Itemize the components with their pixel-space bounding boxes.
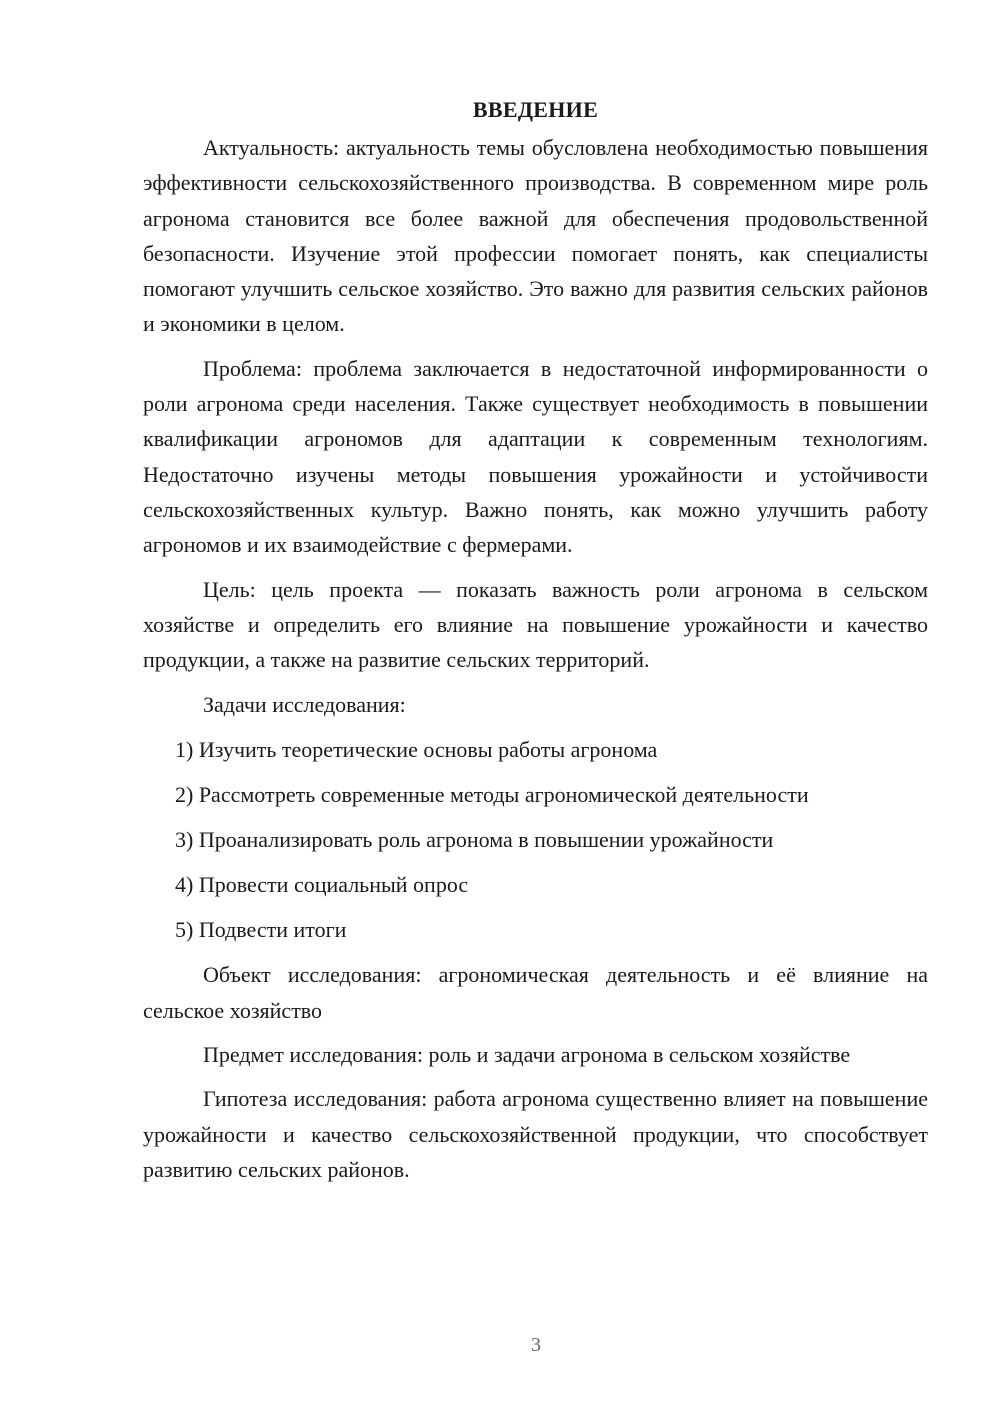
- tasks-heading: Задачи исследования:: [203, 692, 406, 718]
- paragraph-hypothesis: Гипотеза исследования: работа агронома существенно влияет на повышение урожайности и качество сельскохозяйственной продукции, что способствует развитию сельских районов.: [143, 1086, 928, 1182]
- page-number: 3: [531, 1334, 541, 1356]
- paragraph-goal: Цель: цель проекта — показать важность роли агронома в сельском хозяйстве и определить его влияние на повышение урожайности и качество продукции, а также на развитие сельских территорий.: [143, 576, 928, 673]
- document-page: [143, 92, 928, 1196]
- paragraph-problem: Проблема: проблема заключается в недостаточной информированности о роли агронома среди населения. Также существует необходимость в повышении квалификации агрономов для адаптации к современным технологиям. Недостаточно изучены методы повышения урожайности и устойчивости сельскохозяйственных культур. Важно понять, как можно улучшить работу агрономов и их взаимодействие с фермерами.: [143, 355, 928, 558]
- list-item: 5) Подвести итоги: [175, 917, 347, 943]
- list-item: 2) Рассмотреть современные методы агрономической деятельности: [175, 782, 809, 808]
- paragraph-relevance: Актуальность: актуальность темы обусловлена необходимостью повышения эффективности сельскохозяйственного производства. В современном мире роль агронома становится все более важной для обеспечения продовольственной безопасности. Изучение этой профессии помогает понять, как специалисты помогают улучшить сельское хозяйство. Это важно для развития сельских районов и экономики в целом.: [143, 135, 928, 337]
- list-item: 4) Провести социальный опрос: [175, 872, 469, 898]
- tasks-list: [143, 732, 928, 947]
- paragraph-object: Объект исследования: агрономическая деятельность и её влияние на сельское хозяйство: [143, 962, 928, 1023]
- list-item: 1) Изучить теоретические основы работы агронома: [175, 737, 658, 763]
- paragraph-subject: Предмет исследования: роль и задачи агронома в сельском хозяйстве: [203, 1042, 851, 1068]
- page-title: ВВЕДЕНИЕ: [472, 97, 599, 122]
- list-item: 3) Проанализировать роль агронома в повышении урожайности: [175, 827, 774, 853]
